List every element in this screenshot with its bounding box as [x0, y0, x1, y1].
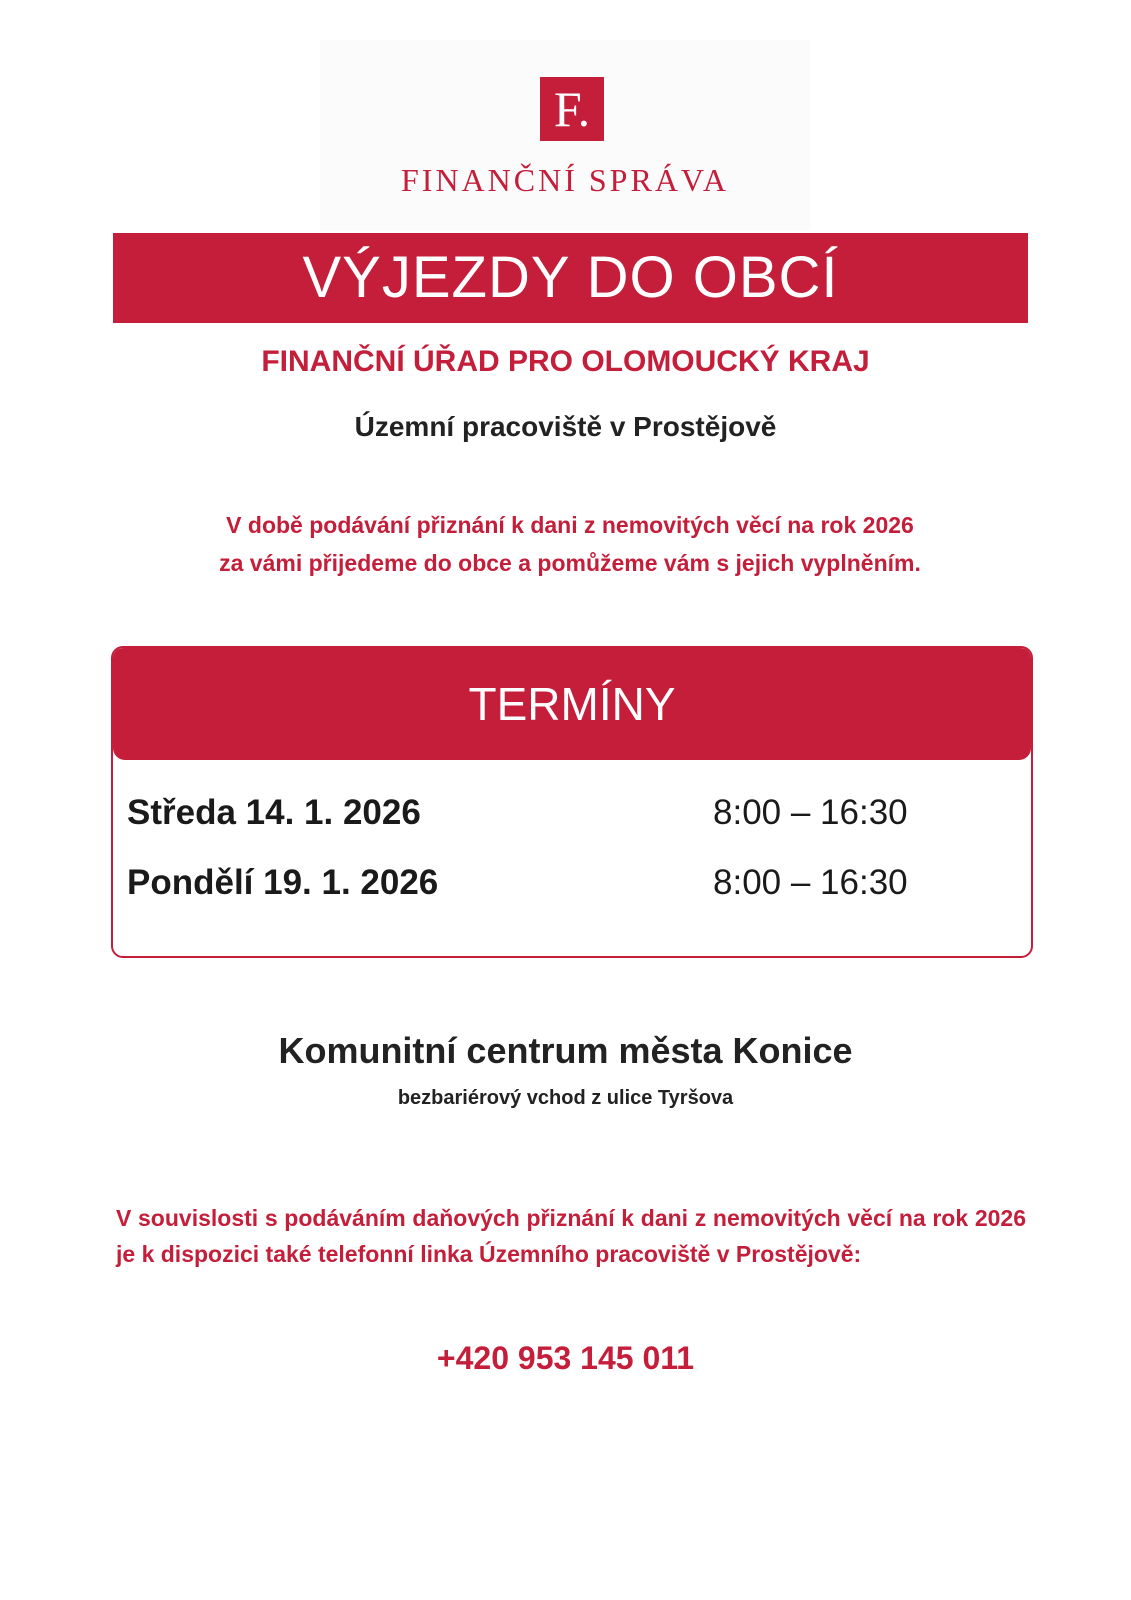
place-name: Komunitní centrum města Konice: [278, 1030, 853, 1071]
term-time: 8:00 – 16:30: [713, 863, 908, 902]
term-time: 8:00 – 16:30: [713, 793, 908, 832]
logo-mark: F.: [540, 77, 604, 141]
term-date: Pondělí 19. 1. 2026: [127, 863, 439, 902]
headline-banner: VÝJEZDY DO OBCÍ: [113, 233, 1028, 323]
intro-line-2: za vámi přijedeme do obce a pomůžeme vám s jejich vyplněním.: [219, 550, 921, 576]
term-date: Středa 14. 1. 2026: [127, 793, 421, 832]
branch-title: Územní pracoviště v Prostějově: [354, 411, 777, 442]
intro-text: [100, 506, 1040, 582]
logo-text: FINANČNÍ SPRÁVA: [400, 162, 730, 198]
place-entrance: bezbariérový vchod z ulice Tyršova: [397, 1087, 734, 1109]
term-row: [127, 788, 1017, 838]
financni-sprava-logo: [320, 40, 810, 230]
terms-title: TERMÍNY: [113, 648, 1031, 760]
office-title: FINANČNÍ ÚŘAD PRO OLOMOUCKÝ KRAJ: [261, 345, 870, 378]
term-row: [127, 858, 1017, 908]
terms-box: [111, 646, 1033, 958]
intro-line-1: V době podávání přiznání k dani z nemovitých věcí na rok 2026: [226, 512, 914, 538]
phone-number: +420 953 145 011: [436, 1340, 695, 1376]
phone-note: V souvislosti s podáváním daňových přiznání k dani z nemovitých věcí na rok 2026 je k dispozici také telefonní linka Územního pracoviště v Prostějově:: [116, 1205, 1026, 1267]
